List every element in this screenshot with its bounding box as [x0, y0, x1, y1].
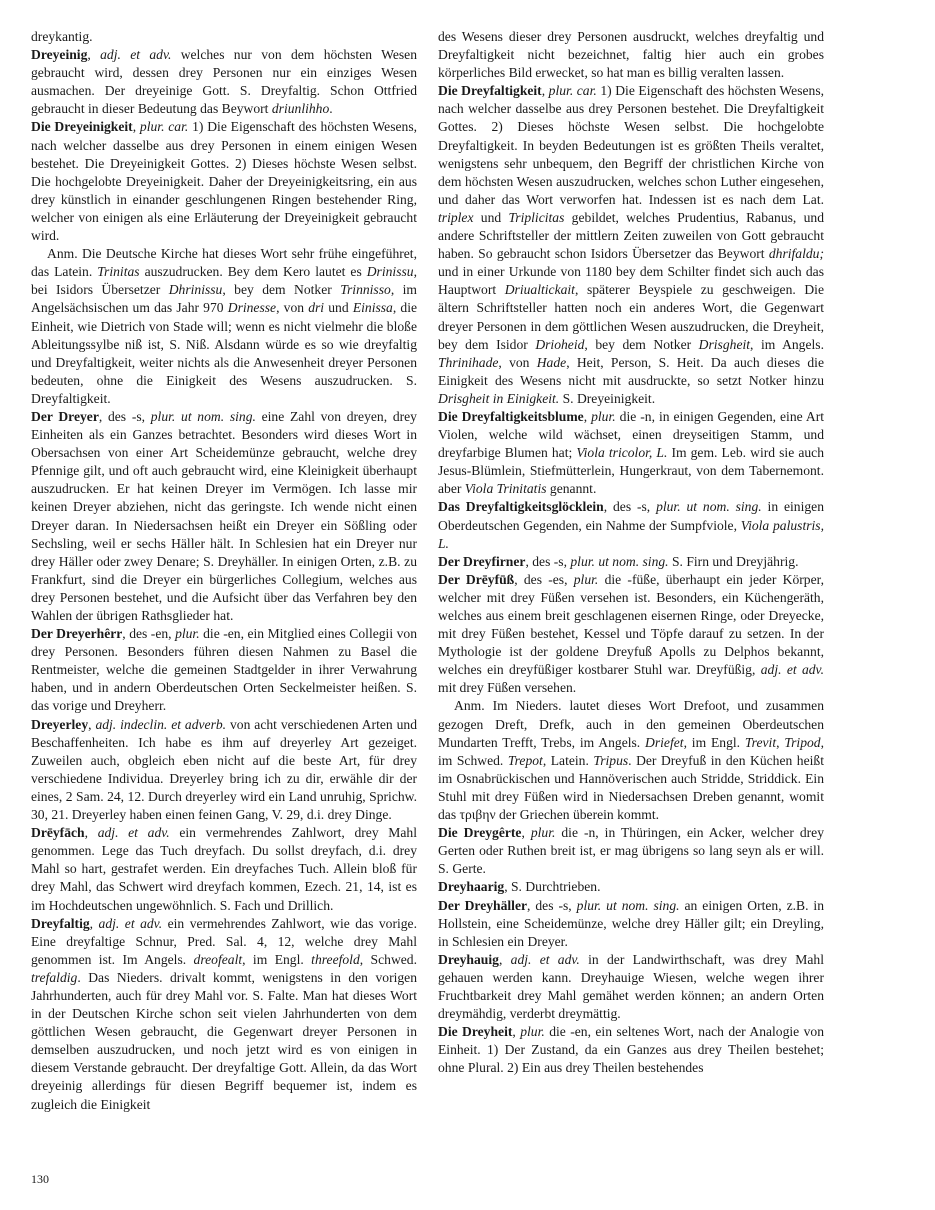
italic-term: plur. ut nom. sing.: [656, 499, 762, 515]
italic-term: Thrinihade: [438, 354, 499, 370]
italic-term: Viola Trinitatis: [464, 481, 547, 497]
italic-term: Trinitas: [97, 264, 140, 280]
italic-term: Drioheid: [535, 336, 585, 352]
dictionary-entry: [31, 625, 417, 715]
continued-text: [438, 28, 824, 82]
italic-term: plur.: [591, 408, 616, 424]
italic-term: Viola tricolor, L.: [576, 445, 668, 461]
entry-text: die -n, in Thüringen, ein Acker, welcher drey Gerten oder Ruthen breit ist, er mag übrigens so lang seyn als er will. S. Gerte.: [438, 825, 824, 877]
entry-text: an einigen Orten, z.B. in Hollstein, eine Scheidemünze, welche drey Häller gilt; ein Dreyling, in Schlesien ein Dreyer.: [438, 897, 824, 949]
entry-text: , späterer Beyspiele zu geschweigen. Die ältern Schriftsteller hatten noch ein anderes Wort, die Gegenwart dreyer Personen in dem göttlichen Wesen auszudrucken, die Dreyheit, bey dem Isidor: [438, 282, 824, 352]
italic-term: Driefet: [645, 734, 684, 750]
italic-term: Trepot: [507, 752, 543, 768]
entry-text: S. Firn und Dreyjährig.: [668, 553, 799, 569]
headword: Drēyfāch: [31, 825, 85, 841]
dictionary-entry: [31, 118, 417, 245]
annotation-paragraph: [438, 697, 824, 824]
entry-text: , im Engl.: [242, 951, 312, 967]
entry-text: , Heit, Person, S. Heit. Da auch dieses die Einigkeit des Wesens nicht mit ausdruckte, so setzt Notker hinzu: [438, 354, 824, 388]
italic-term: Einissa: [352, 300, 393, 316]
entry-text: ,: [498, 951, 511, 967]
headword: Der Dreyer: [31, 408, 99, 424]
italic-term: Drinesse: [227, 300, 277, 316]
italic-term: dri: [308, 300, 325, 316]
entry-text: , von: [276, 300, 309, 316]
entry-text: , im Angels.: [750, 336, 824, 352]
italic-term: plur. ut nom. sing.: [150, 408, 256, 424]
entry-text: S. Dreyeinigkeit.: [559, 390, 656, 406]
entry-text: . Der Dreyfuß in den Küchen heißt im Osnabrückischen und Hannöverischen auch Stridde, Striddick. Ein Stuhl mit drey Füßen wird in Niedersachsen Dreben genannt, womit das τριβην der Griechen überein kommt.: [438, 752, 824, 823]
entry-text: ,: [132, 119, 140, 135]
entry-text: , im Schwed.: [438, 734, 825, 768]
dictionary-entry: [438, 1023, 824, 1077]
headword: Der Dreyerhêrr: [31, 626, 123, 642]
italic-term: plur. ut nom. sing.: [570, 553, 669, 569]
entry-text: ,: [776, 734, 785, 750]
italic-term: Drisgheit: [698, 336, 751, 352]
dictionary-entry: [31, 46, 417, 118]
italic-term: triplex: [438, 209, 474, 225]
italic-term: adj. et adv.: [760, 662, 824, 678]
entry-text: , die Einheit, wie Dietrich von Stade will; wenn es nicht vielmehr die bloße Ableitungssylbe niß ist, S. Niß. Alsdann würde es so wie dreyfaltig und Dreyfaltigkeit, weiter nichts als die Anwesenheit dreyer Personen bedeuten, ohne die Einigkeit des Wesens auszudrucken. S. Dreyfaltigkeit.: [31, 300, 418, 406]
italic-term: Trinnisso: [340, 282, 391, 298]
page-number: 130: [31, 1172, 49, 1186]
headword: Dreyhauig: [438, 951, 499, 967]
entry-text: des Wesens dieser drey Personen ausdruckt, welches dreyfaltig und Dreyfaltigkeit nicht bezeichnet, faltig hier auch ein grobes körperliches Bild erwecket, so hat man es billig veralten lassen.: [438, 29, 824, 81]
entry-text: in der Landwirthschaft, was drey Mahl gehauen werden kann. Dreyhauige Wiesen, welche wegen ihrer Fruchtbarkeit drey Mahl gemähet werden können; an andern Orten dreymähdig, verderbt dreymättig.: [438, 951, 824, 1022]
entry-text: ein vermehrendes Zahlwort, wie das vorige. Eine dreyfaltige Schnur, Pred. Sal. 4, 12, welche drey Mahl genommen ist. Im Angels.: [31, 915, 417, 967]
headword: Der Drēyfūß: [438, 571, 515, 587]
italic-term: plur. car.: [548, 83, 597, 99]
headword: Dreyeinig: [31, 47, 88, 63]
entry-text: eine Zahl von dreyen, drey Einheiten als ein Ganzes betrachtet. Besonders wird dieses Wort in Obersachsen von einer Art Scheidemünze gebraucht, welche drey Pfennige gilt, und oft auch gebraucht wird, eine Kleinigkeit überhaupt auszudrucken. Er hat keinen Dreyer im Vermögen. Ich lasse mir keinen Dreyer abziehen, nicht das geringste. Ich wende nicht einen Dreyer daran. In Niedersachsen heißt ein Dreyer ein Sößling oder Sechsling, weil er sechs Häller hält. In Schlesien hat ein Dreyer nur drey Häller oder zwey Denare; S. Dreyhäller. In einigen Orten, z.B. zu Frankfurt, sind die Dreyer ein bürgerliches Collegium, welches aus drey Personen bestehet, und die Aufsicht über das Verfahren bey den Wahlen der übrigen Rathsglieder hat.: [31, 408, 417, 623]
left-column: [31, 28, 417, 1114]
dictionary-entry: [31, 824, 417, 914]
entry-text: die -en, ein seltenes Wort, nach der Analogie von Einheit. 1) Der Zustand, da ein Ganzes aus drey Theilen bestehet; ohne Plural. 2) Ein aus drey Theilen bestehendes: [438, 1024, 825, 1076]
italic-term: Hade: [536, 354, 567, 370]
italic-term: threefold: [311, 951, 360, 967]
entry-text: ,: [583, 408, 592, 424]
dictionary-entry: [31, 408, 417, 625]
headword: Die Dreyfaltigkeit: [438, 83, 542, 99]
dictionary-entry: [31, 915, 417, 1114]
entry-text: genannt.: [546, 481, 597, 497]
entry-text: welches nur von dem höchsten Wesen gebraucht wird, dessen drey Personen nur ein einziges Wesen ausmachen. Der dreyeinige Gott. S. Dreyfaltig. Schon Ottfried gebraucht in dieser Bedeutung das Beywort: [31, 47, 417, 117]
entry-text: und: [324, 300, 353, 316]
headword: Das Dreyfaltigkeitsglöcklein: [438, 499, 604, 515]
entry-text: , des -es,: [514, 571, 574, 587]
italic-term: plur.: [175, 626, 200, 642]
italic-term: Drisgheit in Einigkeit.: [438, 390, 560, 406]
entry-text: dreykantig.: [31, 29, 93, 44]
italic-term: plur.: [573, 571, 599, 587]
dictionary-entry: [438, 824, 824, 878]
italic-term: Viola palustris, L.: [438, 517, 824, 551]
entry-text: , Latein.: [542, 752, 594, 768]
entry-text: , S. Durchtrieben.: [504, 879, 601, 895]
headword: Dreyhaarig: [438, 879, 505, 895]
italic-term: adj. et adv.: [100, 47, 172, 63]
entry-text: und: [473, 209, 509, 225]
italic-term: adj. et adv.: [98, 915, 163, 931]
italic-term: Tripod: [784, 734, 821, 750]
entry-text: die -füße, überhaupt ein jeder Körper, welcher mit drey Füßen versehen ist. Besonders, ein Küchengeräth, welches aus einem breit geschlagenen eisernen Ringe, oder Dreyecke, mit drey Füßen bestehet, Kessel und Töpfe darauf zu setzen. In der Mythologie ist der goldene Dreyfuß Apolls zu Delphos bekannt, welches ein dreyfüßiger kostbarer Stuhl war. Dreyfüßig,: [438, 571, 824, 678]
entry-text: mit drey Füßen versehen.: [438, 680, 577, 696]
entry-text: , von: [498, 354, 537, 370]
entry-text: , bey dem Notker: [584, 336, 699, 352]
entry-text: ,: [87, 47, 101, 63]
entry-text: . Das Nieders. drivalt kommt, wenigstens in den vorigen Jahrhunderten, auch für drey Mahl vor. S. Falte. Man hat dieses Wort in der Deutschen Kirche schon seit vielen Jahrhunderten von dem göttlichen Wesen gebraucht, die Gegenwart dreyer Personen in demselben auszudrucken, und noch jetzt wird es von einigen in diesem Verstande gebraucht. Der dreyfaltige Gott. Allein, da das Wort dreyeinig allerdings für diesen Begriff bequemer ist, indem es zugleich die Einigkeit: [31, 969, 417, 1112]
entry-text: Im gem. Leb. wird sie auch Jesus-Blümlein, Stiefmütterlein, Hungerkraut, von dem Tabernemont. aber: [438, 445, 824, 497]
entry-text: , des -en,: [122, 626, 176, 642]
italic-term: trefaldig: [31, 969, 78, 985]
dictionary-entry: [438, 878, 824, 896]
entry-text: , im Engl.: [683, 734, 745, 750]
headword: Dreyfaltig: [31, 915, 90, 931]
entry-text: von acht verschiedenen Arten und Beschaffenheiten. Ich habe es ihm auf dreyerley Art gezeiget. Zuweilen auch, obgleich eben nicht auf die beste Art, für drey verschiedene Individua. Dreyerley bring ich zu dir, erwähle dir der eines, 2 Sam. 24, 12. Durch dreyerley wird ein Land unruhig, Sprichw. 30, 21. Dreyerley haben einen feinen Gang, V. 29, d.i. drey Dinge.: [31, 716, 417, 823]
entry-text: , des -s,: [527, 897, 577, 913]
italic-term: driunlihho: [271, 101, 330, 117]
dictionary-entry: [438, 951, 824, 1023]
dictionary-entry: [438, 897, 824, 951]
entry-text: die -n, in einigen Gegenden, eine Art Violen, welche wild wächset, einen dreyseitigen Stamm, und dreyfarbige Blumen hat;: [438, 408, 825, 461]
italic-term: Tripus: [593, 752, 629, 768]
annotation-paragraph: [31, 245, 417, 408]
dictionary-entry: [438, 571, 824, 698]
headword: Dreyerley: [31, 716, 89, 732]
entry-text: ein vermehrendes Zahlwort, drey Mahl genommen. Lege das Tuch dreyfach. Du sollst dreyfach, d.i. drey Mahl so hart, gestrafet werden. Ein dreyfaches Tuch. Allein bloß für drey Mahl, das Schwert wird dreyfach kommen, Ezech. 21, 14, ist es im Hochdeutschen ungewöhnlich. S. Fach und Drillich.: [31, 825, 418, 913]
italic-term: plur.: [530, 825, 556, 841]
dictionary-entry: [438, 498, 824, 552]
italic-term: Dhrinissu: [168, 282, 223, 298]
italic-term: Triplicitas: [508, 209, 565, 225]
dictionary-entry: [438, 82, 824, 408]
headword: Die Dreyfaltigkeitsblume: [438, 408, 584, 424]
italic-term: dhrifaldu;: [768, 246, 824, 262]
entry-text: , Schwed.: [359, 951, 417, 967]
dictionary-entry: [438, 553, 824, 571]
entry-text: , bei Isidors Übersetzer: [31, 264, 417, 298]
italic-term: plur. ut nom. sing.: [576, 897, 680, 913]
entry-text: in einigen Oberdeutschen Gegenden, ein Nahme der Sumpfviole,: [438, 499, 824, 533]
italic-term: Drinissu: [366, 264, 414, 280]
entry-text: die -en, ein Mitglied eines Collegii von drey Personen. Besonders führen diesen Nahmen zu Basel die Rentmeister, welche die gemeinen Stadtgelder in ihrer Verwahrung haben, und in andern Oberdeutschen Orten Seckelmeister heißen. S. das vorige und Dreyherr.: [31, 626, 417, 714]
italic-term: plur. car.: [139, 119, 189, 135]
entry-text: 1) Die Eigenschaft des höchsten Wesens, nach welcher dasselbe aus drey Personen in einem einigen Wesen bestehet. Die Dreyeinigkeit Gottes. 2) Dieses höchste Wesen selbst. Die hochgelobte Dreyeinigkeit. Daher der Dreyeinigkeitsring, ein aus drey künstlich in einander geschlungenen Ringen bestehender Ring, welcher von einigen als eine Erläuterung der Dreyeinigkeit gebraucht wird.: [31, 119, 418, 244]
entry-text: , des -s,: [603, 499, 657, 515]
entry-text: , im Angelsächsischen um das Jahr 970: [31, 282, 417, 316]
dictionary-entry: [31, 716, 417, 825]
italic-term: adj. et adv.: [510, 951, 580, 967]
entry-text: ,: [521, 825, 531, 841]
headword: Die Dreyeinigkeit: [31, 119, 133, 135]
entry-text: , des -s,: [525, 553, 571, 569]
continued-text: [31, 28, 417, 46]
right-column: [438, 28, 824, 1077]
italic-term: adj. et adv.: [97, 825, 170, 841]
dictionary-entry: [438, 408, 824, 498]
entry-text: auszudrucken. Bey dem Kero lautet es: [139, 264, 367, 280]
headword: Der Dreyfirner: [438, 553, 526, 569]
entry-text: Anm. Im Nieders. lautet dieses Wort Drefoot, und zusammen gezogen Dreft, Drefk, auch in den gemeinen Oberdeutschen Mundarten Trefft, Trebs, im Angels.: [438, 698, 824, 750]
entry-text: ,: [88, 716, 96, 732]
entry-text: 1) Die Eigenschaft des höchsten Wesens, nach welcher dasselbe aus drey Personen bestehet. Die Dreyfaltigkeit Gottes. 2) Dieses höchste Wesen selbst. Die hochgelobte Dreyfaltigkeit. In beyden Bedeutungen ist es größten Theils veraltet, wenigstens sehr unbequem, den Begriff der christlichen Kirche von dem höchsten Wesen auszudrucken, welches schon Luther eingesehen, und daher das Wort verworfen hat. Indessen ist es nach dem Lat.: [438, 83, 825, 207]
entry-text: ,: [84, 825, 98, 841]
italic-term: Driualtickait: [504, 282, 575, 298]
entry-text: ,: [541, 83, 549, 99]
headword: Die Dreygêrte: [438, 825, 522, 841]
entry-text: und in einer Urkunde von 1180 bey dem Schilter findet sich auch das Hauptwort: [438, 264, 824, 298]
entry-text: , des -s,: [98, 408, 151, 424]
entry-text: .: [329, 101, 333, 117]
italic-term: adj. indeclin. et adverb.: [95, 716, 227, 732]
italic-term: plur.: [520, 1024, 545, 1040]
headword: Der Dreyhäller: [438, 897, 528, 913]
entry-text: , bey dem Notker: [222, 282, 341, 298]
entry-text: Anm. Die Deutsche Kirche hat dieses Wort sehr frühe eingeführet, das Latein.: [31, 246, 417, 280]
italic-term: Trevit: [744, 734, 777, 750]
entry-text: ,: [89, 915, 99, 931]
headword: Die Dreyheit: [438, 1024, 513, 1040]
italic-term: dreofealt: [193, 951, 243, 967]
entry-text: ,: [512, 1024, 521, 1040]
entry-text: gebildet, welches Prudentius, Rabanus, und andere Schriftsteller der mittlern Zeiten zuweilen von Gott gebraucht haben. So gebraucht schon Isidors Übersetzer das Beywort: [438, 209, 824, 262]
